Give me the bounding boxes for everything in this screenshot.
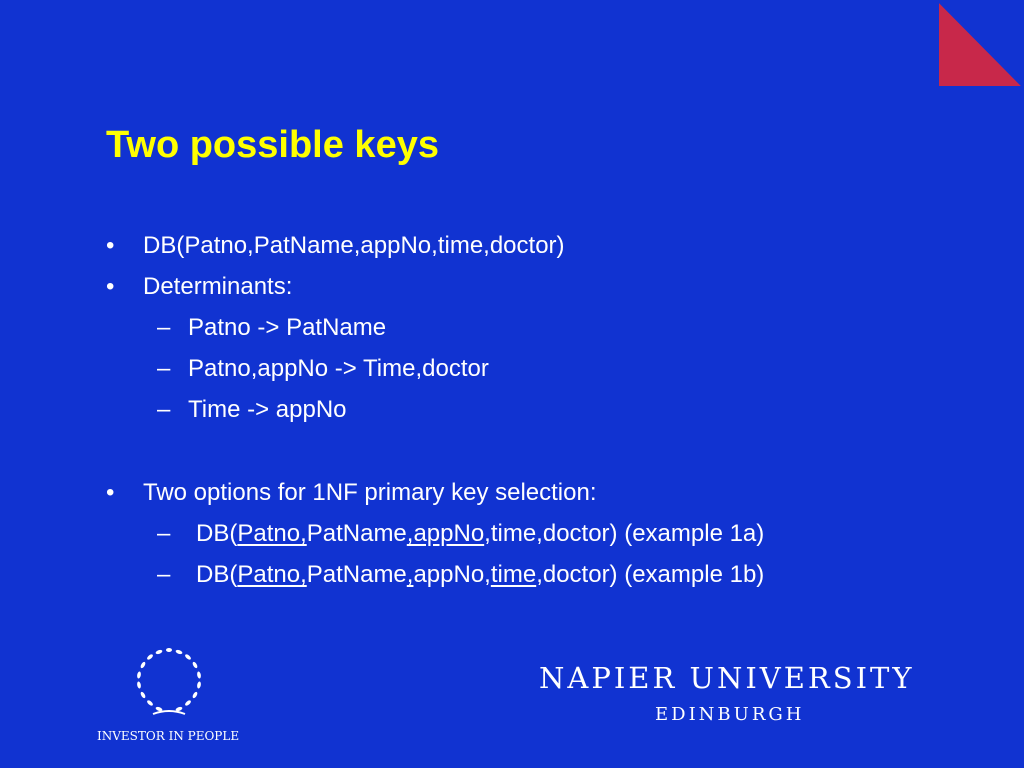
option-text: appNo, — [413, 561, 491, 588]
determinant-2: Patno,appNo -> Time,doctor — [188, 355, 489, 382]
option-text: PatName — [306, 561, 407, 588]
university-city: EDINBURGH — [655, 704, 805, 725]
bullet-determinants: Determinants: — [143, 273, 293, 300]
key-attribute: time — [490, 561, 537, 588]
option-text: ,time,doctor) (example 1a) — [484, 520, 765, 547]
determinant-3: Time -> appNo — [188, 396, 347, 423]
option-text: DB( — [196, 520, 238, 547]
key-attribute: Patno, — [237, 561, 307, 588]
key-attribute: Patno, — [237, 520, 307, 547]
key-attribute: ,appNo — [406, 520, 485, 547]
sub-bullet-marker: – — [157, 561, 171, 588]
option-1a — [196, 520, 764, 548]
option-text: DB( — [196, 561, 238, 588]
sub-bullet-marker: – — [157, 520, 171, 547]
bullet-marker: • — [106, 273, 115, 300]
key-attribute: , — [406, 561, 414, 588]
sub-bullet-marker: – — [157, 355, 171, 382]
slide-title: Two possible keys — [106, 124, 439, 166]
university-name: NAPIER UNIVERSITY — [539, 661, 915, 695]
option-1b — [196, 561, 764, 589]
bullet-marker: • — [106, 479, 115, 506]
determinant-1: Patno -> PatName — [188, 314, 387, 341]
laurel-wreath-icon — [131, 644, 207, 718]
investor-in-people-label: INVESTOR IN PEOPLE — [97, 729, 240, 743]
sub-bullet-marker: – — [157, 314, 171, 341]
bullet-options: Two options for 1NF primary key selection: — [143, 479, 597, 506]
bullet-schema: DB(Patno,PatName,appNo,time,doctor) — [143, 232, 565, 259]
option-text: ,doctor) (example 1b) — [536, 561, 765, 588]
option-text: PatName — [306, 520, 407, 547]
bullet-marker: • — [106, 232, 115, 259]
sub-bullet-marker: – — [157, 396, 171, 423]
